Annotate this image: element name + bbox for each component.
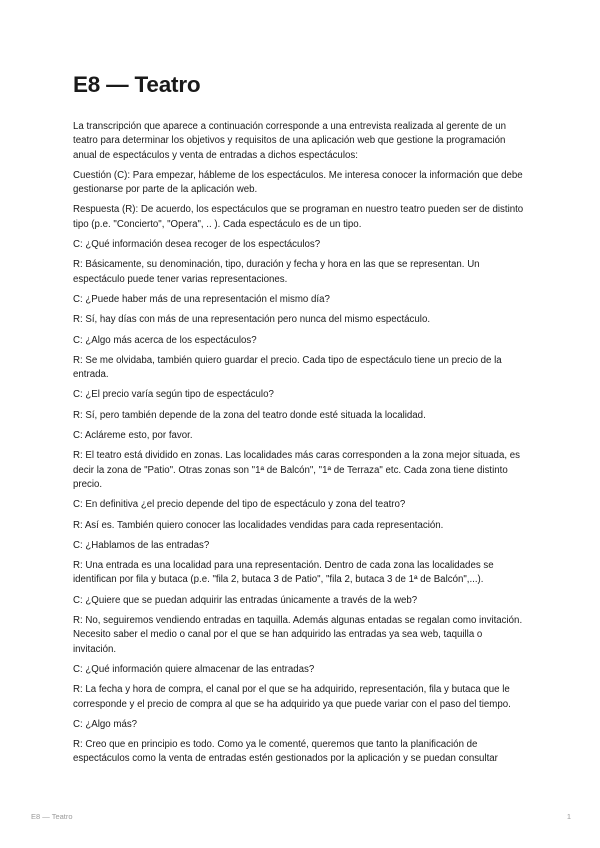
answer-paragraph: R: No, seguiremos vendiendo entradas en taquilla. Además algunas entadas se regalan como invitación. Necesito saber el medio o canal por el que se han adquirido las entradas ya sea web, taquilla o invitación.	[73, 615, 523, 655]
question-paragraph: C: Acláreme esto, por favor.	[73, 430, 193, 442]
question-paragraph: C: En definitiva ¿el precio depende del tipo de espectáculo y zona del teatro?	[73, 499, 406, 511]
answer-paragraph: R: Sí, pero también depende de la zona del teatro donde esté situada la localidad.	[73, 409, 426, 421]
answer-paragraph: R: El teatro está dividido en zonas. Las localidades más caras corresponden a la zona mejor situada, es decir la zona de "Patio". Otras zonas son "1ª de Balcón", "1ª de Terraza" etc. Cada zona tiene distinto precio.	[73, 450, 520, 490]
intro-paragraph: La transcripción que aparece a continuación corresponde a una entrevista realizada al gerente de un teatro para determinar los objetivos y requisitos de una aplicación web que gestione la programación anual de espectáculos y venta de entradas a dichos espectáculos:	[73, 121, 506, 161]
question-paragraph: Cuestión (C): Para empezar, hábleme de los espectáculos. Me interesa conocer la información que debe gestionarse por parte de la aplicación web.	[73, 169, 523, 196]
answer-paragraph: R: Una entrada es una localidad para una representación. Dentro de cada zona las localidades se identifican por fila y butaca (p.e. "fila 2, butaca 3 de Patio", "fila 2, butaca 3 de 1ª de Balcón",...).	[73, 560, 494, 586]
question-paragraph: C: ¿Qué información desea recoger de los espectáculos?	[73, 239, 321, 251]
question-paragraph: C: ¿Algo más acerca de los espectáculos?	[73, 334, 257, 346]
answer-paragraph: R: Creo que en principio es todo. Como ya le comenté, queremos que tanto la planificación de espectáculos como la venta de entradas estén gestionados por la aplicación y se puedan consultar	[73, 739, 498, 765]
question-paragraph: C: ¿Algo más?	[73, 718, 138, 730]
footer-document-title: E8 — Teatro	[31, 812, 73, 821]
answer-paragraph: R: Básicamente, su denominación, tipo, duración y fecha y hora en las que se representan. Un espectáculo puede tener varias representaciones.	[73, 259, 480, 285]
question-paragraph: C: ¿El precio varía según tipo de espectáculo?	[73, 389, 274, 401]
interview-transcript	[73, 120, 528, 773]
question-paragraph: C: ¿Quiere que se puedan adquirir las entradas únicamente a través de la web?	[73, 594, 418, 606]
answer-paragraph: Respuesta (R): De acuerdo, los espectáculos que se programan en nuestro teatro pueden ser de distinto tipo (p.e. "Concierto", "Opera", .. ). Cada espectáculo es de un tipo.	[73, 204, 524, 230]
question-paragraph: C: ¿Puede haber más de una representación el mismo día?	[73, 293, 330, 305]
answer-paragraph: R: La fecha y hora de compra, el canal por el que se ha adquirido, representación, fila y butaca que le corresponde y el precio de compra al que se ha adquirido ya que puede variar con el paso del tiempo.	[73, 684, 511, 710]
question-paragraph: C: ¿Hablamos de las entradas?	[73, 539, 210, 551]
answer-paragraph: R: Se me olvidaba, también quiero guardar el precio. Cada tipo de espectáculo tiene un precio de la entrada.	[73, 354, 502, 381]
answer-paragraph: R: Así es. También quiero conocer las localidades vendidas para cada representación.	[73, 519, 444, 531]
question-paragraph: C: ¿Qué información quiere almacenar de las entradas?	[73, 663, 315, 675]
footer-page-number: 1	[566, 812, 571, 821]
page-title: E8 — Teatro	[73, 72, 201, 97]
answer-paragraph: R: Sí, hay días con más de una representación pero nunca del mismo espectáculo.	[73, 314, 431, 326]
